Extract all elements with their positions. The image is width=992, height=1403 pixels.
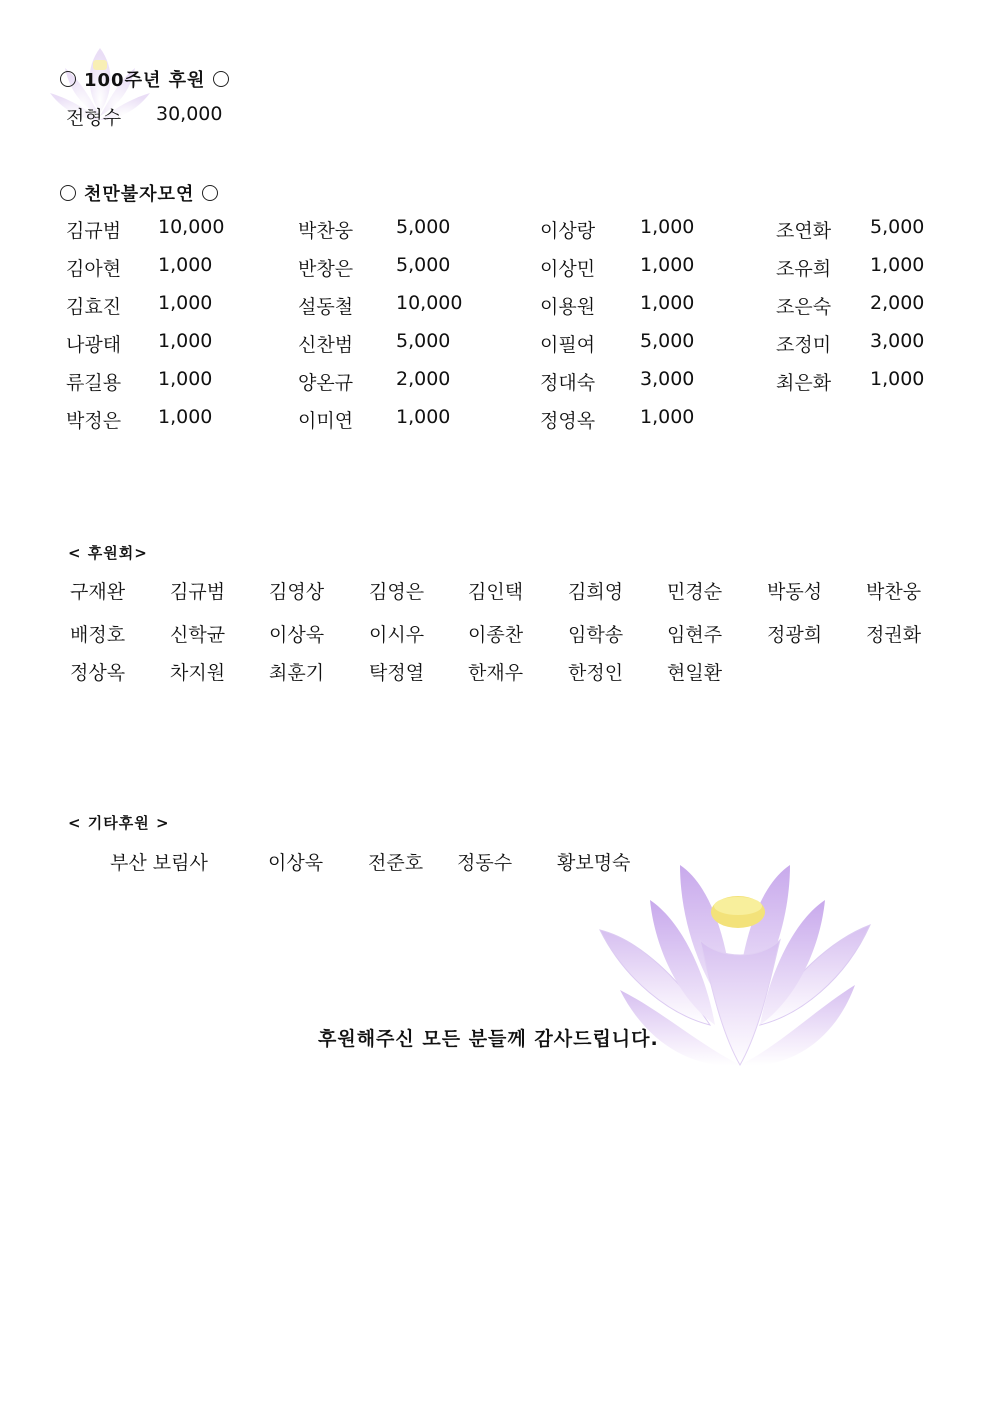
donor-amount: 1,000 [870,368,925,390]
donor-amount: 5,000 [396,254,451,276]
member-name: 김희영 [568,581,624,603]
donor-name: 이상랑 [540,220,596,242]
donor-amount: 1,000 [640,406,695,428]
donor-amount: 3,000 [870,330,925,352]
donor-amount: 1,000 [158,254,213,276]
other-donor: 전준호 [368,852,424,874]
donor-amount: 1,000 [870,254,925,276]
donor-amount: 2,000 [870,292,925,314]
member-name: 신학균 [170,624,226,646]
donor-amount: 1,000 [158,406,213,428]
circle-icon [60,185,76,201]
donor-name: 설동철 [298,296,354,318]
thanks-message: 후원해주신 모든 분들께 감사드립니다. [318,1028,659,1050]
donor-amount: 1,000 [158,368,213,390]
section-cheonman-title: 천만불자모연 [84,184,195,205]
donor-name: 신찬범 [298,334,354,356]
donor-name: 이상민 [540,258,596,280]
donor-name: 이용원 [540,296,596,318]
donor-name: 전형수 [66,107,122,129]
donor-amount: 5,000 [396,330,451,352]
donor-amount: 5,000 [396,216,451,238]
member-name: 정광희 [767,624,823,646]
donor-name: 류길용 [66,372,122,394]
member-name: 김인택 [468,581,524,603]
member-name: 임현주 [667,624,723,646]
donor-amount: 30,000 [156,103,223,125]
donor-name: 박정은 [66,410,122,432]
donor-name: 조은숙 [776,296,832,318]
donor-name: 조연화 [776,220,832,242]
section-cheonman-header [60,180,218,206]
member-name: 구재완 [70,581,126,603]
member-name: 김영은 [369,581,425,603]
donor-amount: 1,000 [396,406,451,428]
other-donor: 부산 보림사 [110,852,208,874]
member-name: 이시우 [369,624,425,646]
section-100-header [60,66,229,92]
donor-name: 조유희 [776,258,832,280]
other-donor: 이상욱 [268,852,324,874]
donor-name: 정대숙 [540,372,596,394]
member-name: 한정인 [568,662,624,684]
member-name: 정상옥 [70,662,126,684]
donor-name: 박찬웅 [298,220,354,242]
member-name: 현일환 [667,662,723,684]
member-name: 최훈기 [269,662,325,684]
donor-name: 최은화 [776,372,832,394]
donor-amount: 3,000 [640,368,695,390]
member-name: 정권화 [866,624,922,646]
other-donor: 황보명숙 [557,852,631,874]
donor-name: 정영옥 [540,410,596,432]
donor-amount: 1,000 [640,216,695,238]
member-name: 김규범 [170,581,226,603]
donor-amount: 1,000 [158,292,213,314]
member-name: 이상욱 [269,624,325,646]
donor-name: 조정미 [776,334,832,356]
member-name: 임학송 [568,624,624,646]
other-donor: 정동수 [457,852,513,874]
donor-amount: 10,000 [158,216,225,238]
donor-name: 이필여 [540,334,596,356]
donor-name: 김아현 [66,258,122,280]
member-name: 한재우 [468,662,524,684]
donor-amount: 5,000 [640,330,695,352]
donor-name: 이미연 [298,410,354,432]
member-name: 배정호 [70,624,126,646]
donor-amount: 1,000 [640,254,695,276]
member-name: 민경순 [667,581,723,603]
circle-icon [202,185,218,201]
member-name: 이종찬 [468,624,524,646]
section-members-title: < 후원회> [68,544,148,562]
circle-icon [213,71,229,87]
donor-name: 반창은 [298,258,354,280]
member-name: 박찬웅 [866,581,922,603]
donor-name: 김효진 [66,296,122,318]
circle-icon [60,71,76,87]
donor-amount: 10,000 [396,292,463,314]
donor-amount: 1,000 [640,292,695,314]
section-100-title: 100주년 후원 [84,70,206,91]
member-name: 김영상 [269,581,325,603]
section-other-title: < 기타후원 > [68,814,170,832]
donor-name: 양온규 [298,372,354,394]
donor-amount: 1,000 [158,330,213,352]
donor-name: 나광태 [66,334,122,356]
donor-amount: 2,000 [396,368,451,390]
member-name: 탁정열 [369,662,425,684]
donor-name: 김규범 [66,220,122,242]
member-name: 박동성 [767,581,823,603]
member-name: 차지원 [170,662,226,684]
donor-amount: 5,000 [870,216,925,238]
